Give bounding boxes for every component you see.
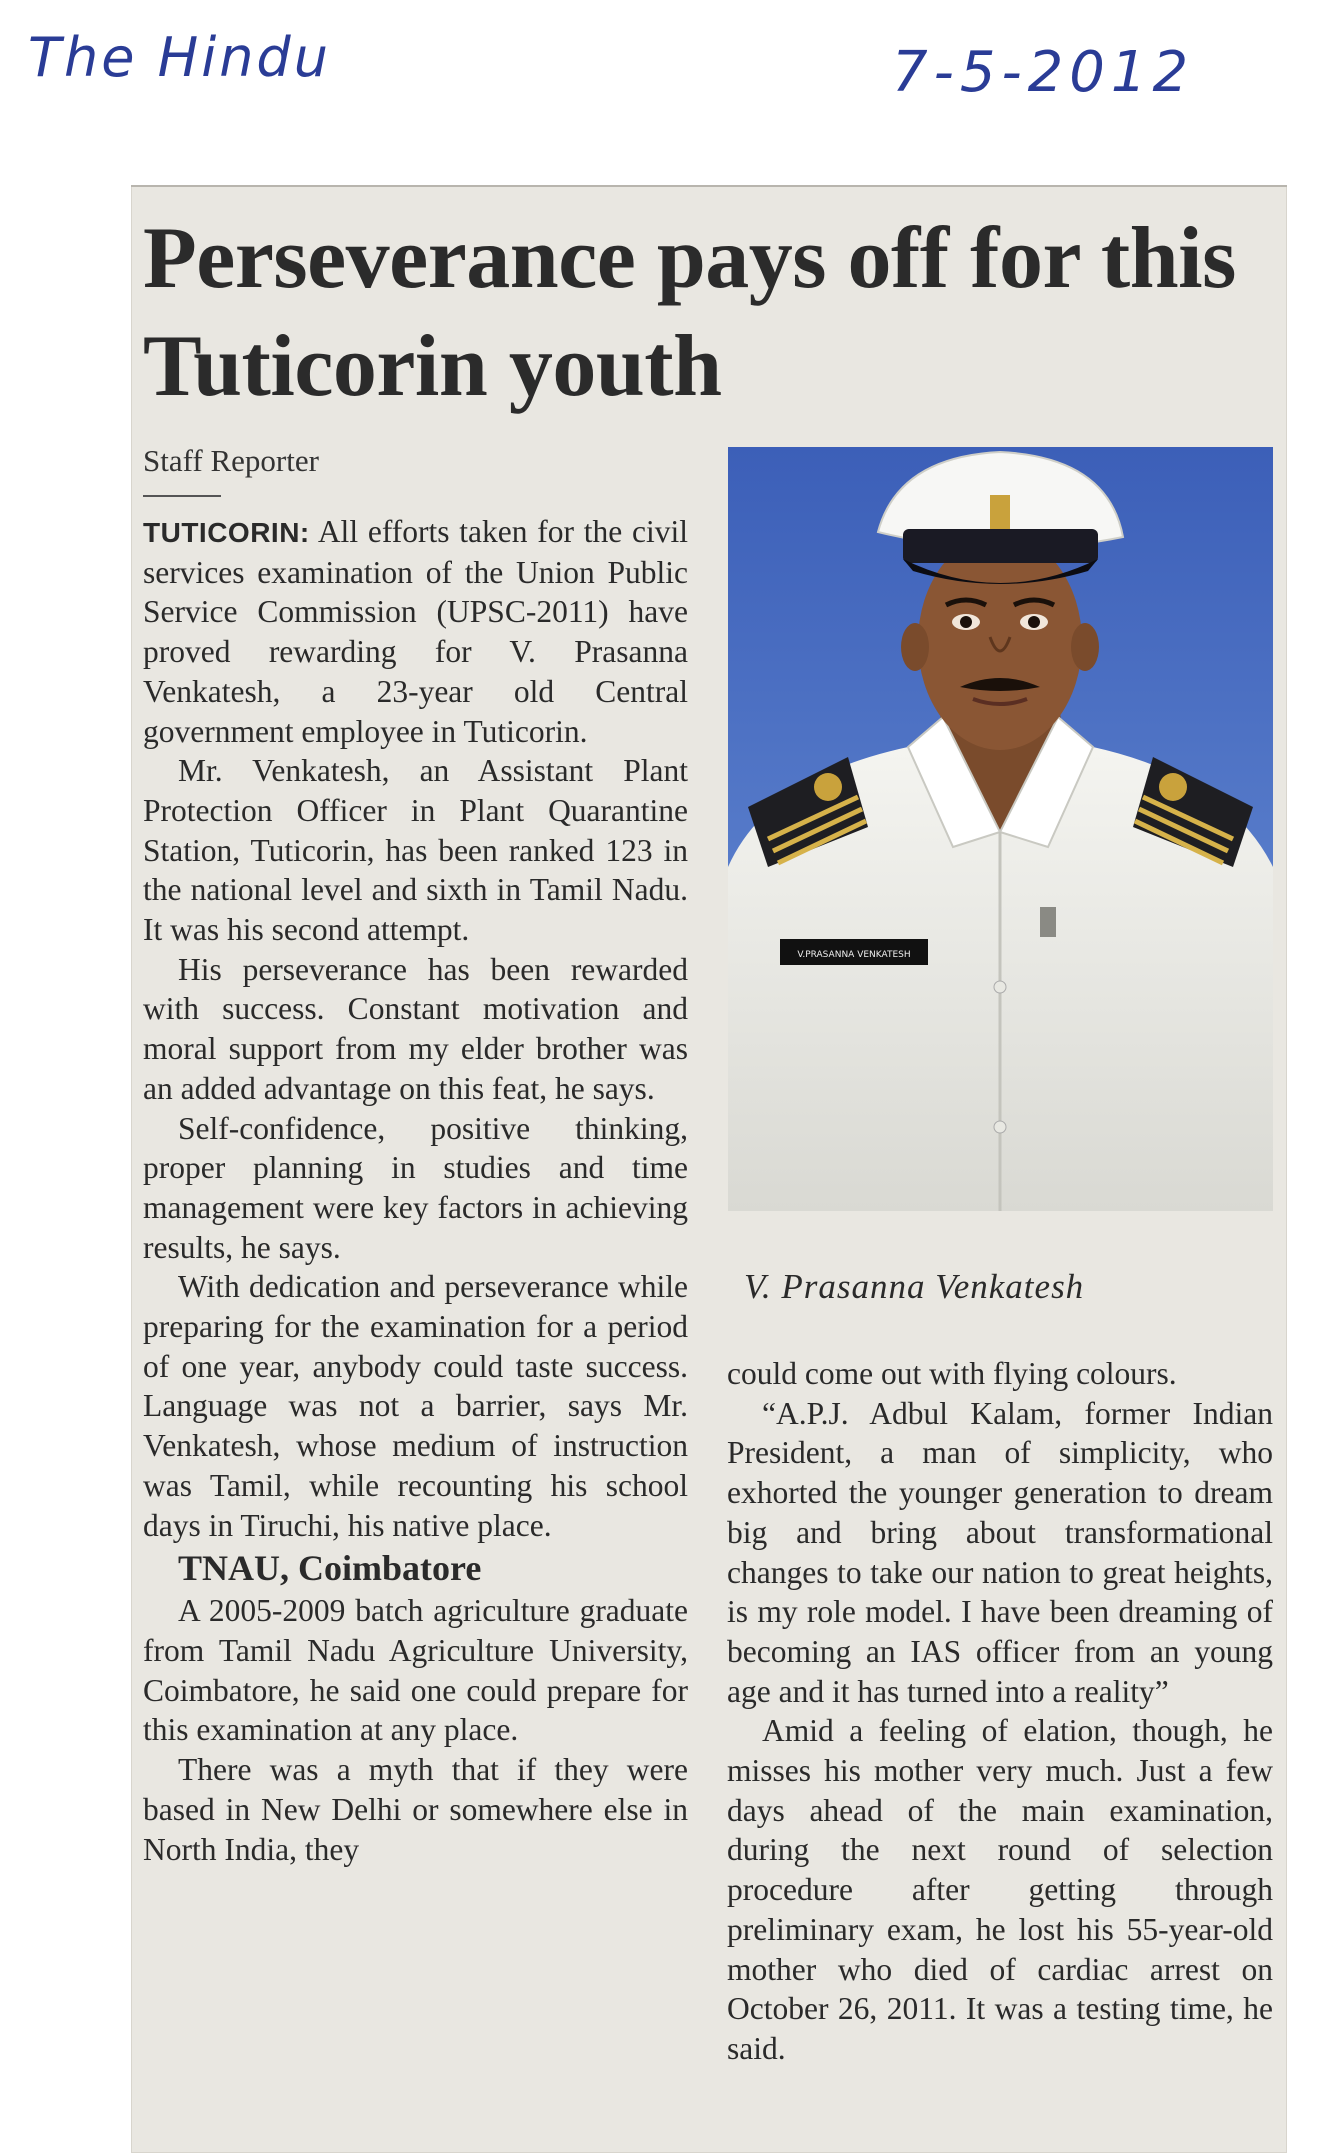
newspaper-clipping (131, 185, 1287, 2153)
portrait-photo (728, 447, 1273, 1211)
article-paragraph: Amid a feeling of elation, though, he misses his mother very much. Just a few days ahead of the main examination, during the next round of selection procedure after getting through preliminary exam, he lost his 55-year-old mother who died of cardiac arrest on October 26, 2011. It was a testing time, he said. (727, 1713, 1273, 2066)
article-paragraph: Mr. Venkatesh, an Assistant Plant Protection Officer in Plant Quarantine Station, Tuticorin, has been ranked 123 in the national level and sixth in Tamil Nadu. It was his second attempt. (143, 753, 688, 948)
article-paragraph: With dedication and perseverance while preparing for the examination for a period of one year, anybody could taste success. Language was not a barrier, says Mr. Venkatesh, whose medium of instruction was Tamil, while recounting his school days in Tiruchi, his native place. (143, 1269, 688, 1543)
handwritten-paper-name: The Hindu (28, 26, 331, 89)
article-paragraph: Self-confidence, positive thinking, proper planning in studies and time management were key factors in achieving results, he says. (143, 1110, 688, 1265)
article-paragraph: “A.P.J. Adbul Kalam, former Indian President, a man of simplicity, who exhorted the younger generation to dream big and bring about transformational changes to take our nation to great heights, is my role model. I have been dreaming of becoming an IAS officer from an young age and it has turned into a reality” (727, 1395, 1273, 1709)
paragraph-text: All efforts taken for the civil services examination of the Union Public Service Commission (UPSC-2011) have proved rewarding for V. Prasanna Venkatesh, a 23-year old Central government employee in Tuticorin. (143, 514, 688, 749)
article-byline: Staff Reporter (143, 443, 319, 478)
portrait-illustration (728, 447, 1273, 1211)
article-paragraph (143, 512, 688, 751)
handwritten-date: 7-5-2012 (892, 40, 1195, 105)
article-subhead: TNAU, Coimbatore (178, 1548, 482, 1589)
article-paragraph: There was a myth that if they were based in New Delhi or somewhere else in North India, they (143, 1752, 688, 1867)
article-column-right (727, 1354, 1273, 2069)
article-headline: Perseverance pays off for this Tuticorin youth (143, 210, 1236, 415)
article-column-left (143, 512, 688, 1869)
photo-caption: V. Prasanna Venkatesh (744, 1267, 1085, 1306)
article-paragraph: could come out with flying colours. (727, 1356, 1177, 1391)
name-badge-text: V.PRASANNA VENKATESH (797, 950, 911, 960)
article-paragraph: A 2005-2009 batch agriculture graduate from Tamil Nadu Agriculture University, Coimbatore, he said one could prepare for this examination at any place. (143, 1593, 688, 1748)
article-paragraph: His perseverance has been rewarded with success. Constant motivation and moral support from my elder brother was an added advantage on this feat, he says. (143, 951, 688, 1106)
article-dateline: TUTICORIN: (143, 517, 310, 548)
byline-rule (143, 495, 221, 497)
